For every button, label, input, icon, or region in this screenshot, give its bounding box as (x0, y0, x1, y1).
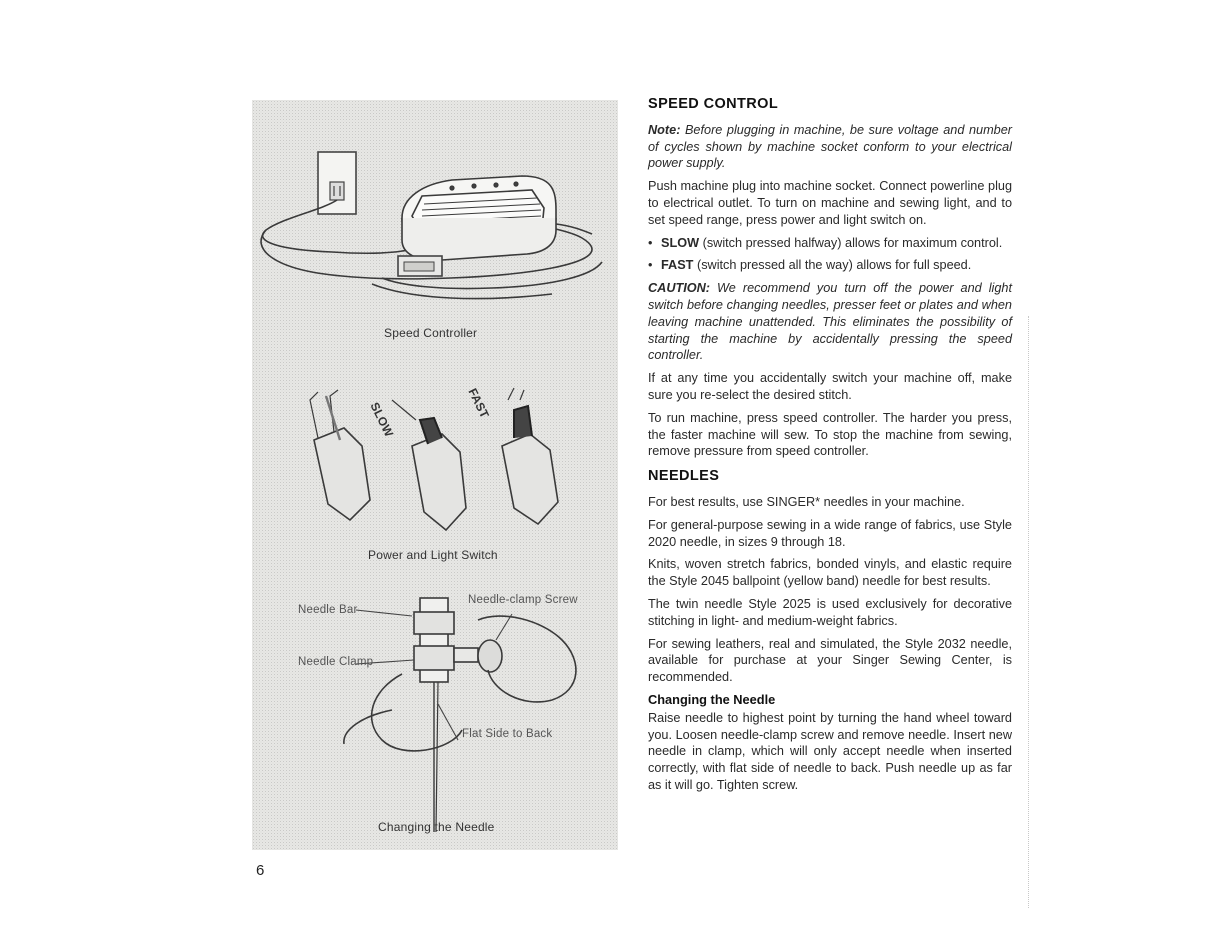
reselect-paragraph: If at any time you accidentally switch your machine off, make sure you re-select the desired stitch. (648, 371, 1012, 402)
slow-label: SLOW (367, 400, 397, 440)
illustration-drawing (252, 100, 618, 850)
text-column (648, 96, 1012, 800)
needles-heading: NEEDLES (648, 468, 720, 485)
page-number: 6 (256, 862, 265, 879)
bullet-dot: • (648, 258, 653, 273)
callout-needle-bar: Needle Bar (298, 604, 358, 616)
page-edge-dots (1028, 316, 1029, 908)
bullet-slow-term: SLOW (661, 235, 700, 250)
changing-needle-subheading: Changing the Needle (648, 691, 776, 707)
illustration-panel (252, 100, 618, 850)
power-switch-illustration (310, 388, 558, 530)
needles-paragraph-1: For best results, use SINGER* needles in your machine. (648, 494, 965, 509)
run-machine-paragraph: To run machine, press speed controller. The harder you press, the faster machine will sew. To stop the machine from sewing, remove pressure from speed controller. (648, 410, 1012, 459)
changing-needle-caption: Changing the Needle (378, 820, 495, 834)
callout-flat-side-to-back: Flat Side to Back (462, 728, 553, 740)
needle-illustration (344, 598, 576, 832)
power-paragraph: Push machine plug into machine socket. Connect powerline plug to electrical outlet. To turn on machine and sewing light, and to set speed range, press power and light switch on. (648, 179, 1012, 227)
needles-paragraph-4: The twin needle Style 2025 is used exclusively for decorative stitching in light- and medium-weight fabrics. (648, 596, 1012, 628)
note-text: Before plugging in machine, be sure voltage and number of cycles shown by machine socket conform to your electrical power supply. (648, 122, 1012, 171)
note-label: Note: (648, 122, 681, 137)
bullet-slow-text (661, 235, 1012, 252)
speed-control-heading: SPEED CONTROL (648, 96, 779, 112)
caution-paragraph (648, 280, 1012, 364)
bullet-fast (648, 257, 1012, 274)
bullet-dot: • (648, 235, 653, 250)
changing-needle-paragraph: Raise needle to highest point by turning the hand wheel toward you. Loosen needle-clamp screw and remove needle. Insert new needle in clamp, which will only accept needle when inserted correctly, with flat side of needle to back. Push needle up as far as it will go. Tighten screw. (648, 710, 1012, 792)
bullet-fast-desc: (switch pressed all the way) allows for full speed. (693, 258, 972, 273)
needles-paragraph-2: For general-purpose sewing in a wide range of fabrics, use Style 2020 needle, in sizes 9 through 18. (648, 517, 1012, 549)
bullet-fast-term: FAST (661, 258, 694, 273)
needles-paragraph-3: Knits, woven stretch fabrics, bonded vinyls, and elastic require the Style 2045 ballpoint (yellow band) needle for best results. (648, 557, 1012, 589)
note-paragraph (648, 122, 1012, 172)
caution-text: We recommend you turn off the power and light switch before changing needles, presser feet or plates and when leaving machine unattended. This eliminates the possibility of starting the machine by accidentally pressing the speed controller. (648, 281, 1012, 363)
bullet-fast-text (661, 257, 1012, 274)
bullet-slow-desc: (switch pressed halfway) allows for maximum control. (699, 235, 1003, 250)
caution-label: CAUTION: (648, 281, 711, 296)
callout-needle-clamp-screw: Needle-clamp Screw (468, 594, 578, 606)
speed-controller-illustration (261, 152, 602, 299)
fast-label: FAST (465, 386, 492, 421)
bullet-slow (648, 235, 1012, 252)
callout-needle-clamp: Needle Clamp (298, 656, 374, 668)
power-switch-caption: Power and Light Switch (368, 548, 498, 562)
needles-paragraph-5: For sewing leathers, real and simulated, the Style 2032 needle, available for purchase at your Singer Sewing Center, is recommended. (648, 636, 1012, 685)
speed-controller-caption: Speed Controller (384, 326, 478, 340)
